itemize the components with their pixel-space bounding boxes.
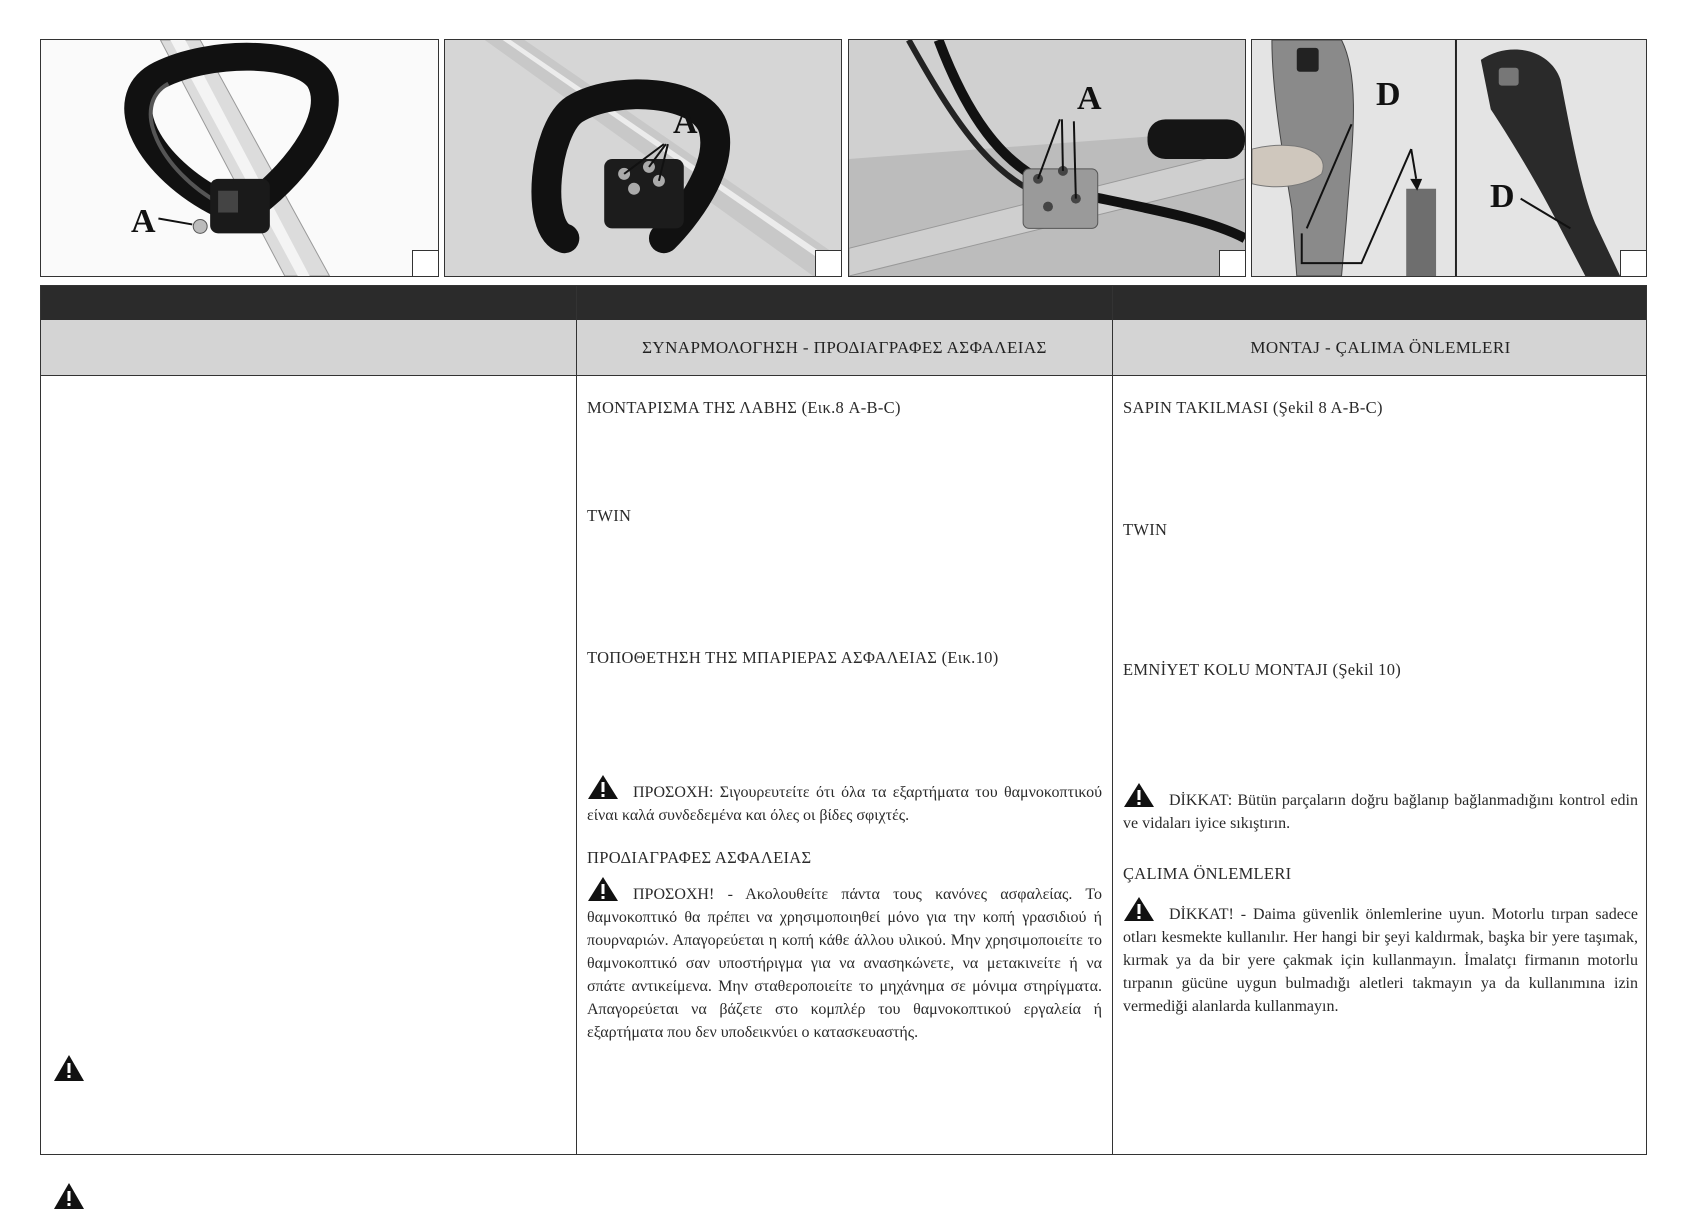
twin-label: TWIN <box>1123 520 1168 539</box>
label-d: D <box>1490 178 1515 215</box>
handle-illustration <box>849 40 1245 276</box>
figure-handle-mount-a <box>40 39 439 277</box>
grip-illustration <box>1252 40 1646 276</box>
warning-triangle-icon <box>53 1054 85 1082</box>
handle-heading: ΜΟΝΤΑΡΙΣΜΑ ΤΗΣ ΛΑΒΗΣ (Εικ.8 A-B-C) <box>587 398 901 417</box>
figure-handle-mount-b <box>444 39 842 277</box>
label-a: A <box>1077 80 1102 117</box>
figure-handle-mount-c <box>848 39 1246 277</box>
warning-triangle-icon <box>53 1182 85 1210</box>
handle-illustration <box>41 40 438 276</box>
column-2 <box>577 376 1112 1154</box>
label-a: A <box>131 203 156 240</box>
warning-paragraph-1 <box>587 774 1102 827</box>
warning-triangle-icon <box>587 876 619 902</box>
figure-number-box <box>815 250 841 276</box>
header-bar-dark <box>41 286 1646 320</box>
column-1-title <box>41 320 576 376</box>
column-3-title: MONTAJ - ÇALIMA ÖNLEMLERI <box>1250 338 1511 357</box>
column-1 <box>41 376 576 1154</box>
column-2-title: ΣΥΝΑΡΜΟΛΟΓΗΣΗ - ΠΡΟΔΙΑΓΡΑΦΕΣ ΑΣΦΑΛΕΙΑΣ <box>642 338 1047 357</box>
figure-number-box <box>1620 250 1646 276</box>
handle-heading: SAPIN TAKILMASI (Şekil 8 A-B-C) <box>1123 398 1383 417</box>
figure-barrier-mount <box>1251 39 1647 277</box>
figure-number-box <box>412 250 438 276</box>
warning-triangle-icon <box>1123 782 1155 808</box>
label-d: D <box>1376 76 1401 113</box>
handle-illustration <box>445 40 841 276</box>
barrier-heading: EMNİYET KOLU MONTAJI (Şekil 10) <box>1123 660 1402 679</box>
barrier-heading: ΤΟΠΟΘΕΤΗΣΗ ΤΗΣ ΜΠΑΡΙΕΡΑΣ ΑΣΦΑΛΕΙΑΣ (Εικ.10) <box>587 648 999 667</box>
column-3 <box>1113 376 1648 1154</box>
warning-triangle-icon <box>1123 896 1155 922</box>
instructions-table <box>40 285 1647 1155</box>
warning-text: ΠΡΟΣΟΧΗ! - Ακολουθείτε πάντα τους κανόνες ασφαλείας. Το θαμνοκοπτικό θα πρέπει να χρησιμοποιηθεί μόνο για την κοπή γρασιδιού ή πουρναριών. Απαγορεύεται η κοπή κάθε άλλου υλικού. Μην χρησιμοποιείτε το θαμνοκοπτικό σαν υποστήριγμα για να ανασηκώνετε, να μετακινείτε ή να σπάτε αντικείμενα. Μην σταθεροποιείτε το μηχάνημα σε μόνιμα στηρίγματα. Απαγορεύεται να βάζετε στο κομπλέρ του θαμνοκοπτικού εργαλεία ή εξαρτήματα που δεν υποδεικνύει ο κατασκευαστής. <box>587 886 1102 1041</box>
safety-heading: ΠΡΟΔΙΑΓΡΑΦΕΣ ΑΣΦΑΛΕΙΑΣ <box>587 848 812 867</box>
safety-heading: ÇALIMA ÖNLEMLERI <box>1123 864 1292 883</box>
warning-paragraph-2 <box>587 876 1102 1044</box>
warning-triangle-icon <box>587 774 619 800</box>
warning-paragraph-1 <box>1123 782 1638 835</box>
label-a: A <box>673 104 698 141</box>
warning-text: ΠΡΟΣΟΧΗ: Σιγουρευτείτε ότι όλα τα εξαρτήματα του θαμνοκοπτικού είναι καλά συνδεδεμένα και όλες οι βίδες σφιχτές. <box>587 784 1102 824</box>
warning-paragraph-2 <box>1123 896 1638 1018</box>
twin-label: TWIN <box>587 506 632 525</box>
figure-number-box <box>1219 250 1245 276</box>
warning-text: DİKKAT: Bütün parçaların doğru bağlanıp bağlanmadığını kontrol edin ve vidaları iyice sıkıştırın. <box>1123 792 1638 832</box>
warning-text: DİKKAT! - Daima güvenlik önlemlerine uyun. Motorlu tırpan sadece otları kesmekte kullanılır. Her hangi bir şeyi kaldırmak, başka bir yere taşımak, kırmak ya da bir yere çakmak için kullanmayın. İmalatçı firmanın motorlu tırpanın gücüne uygun bulmadığı aletleri takmayın ya da kullanımına izin vermediği alanlarda kullanmayın. <box>1123 906 1638 1015</box>
